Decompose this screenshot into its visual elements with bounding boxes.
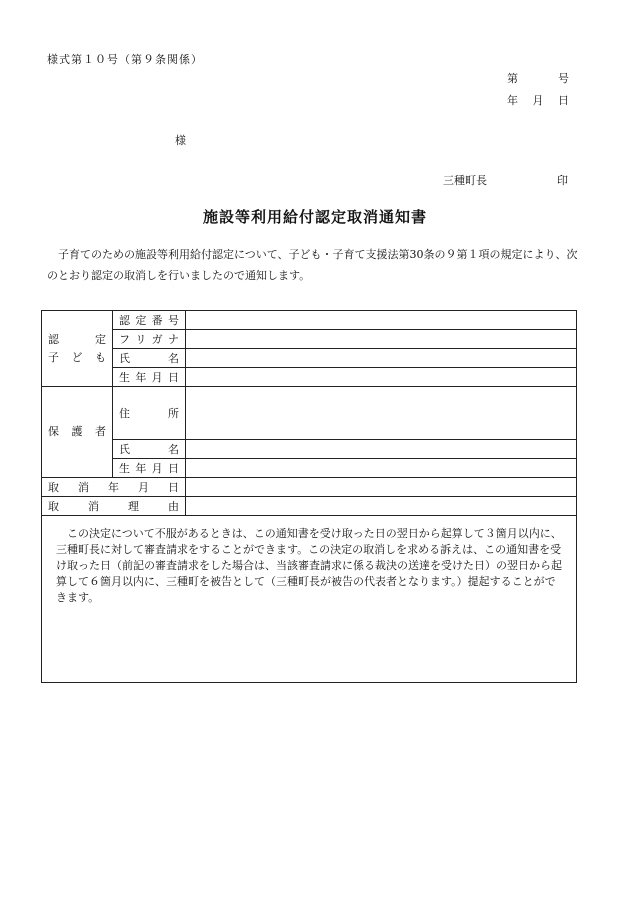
label-char: 氏 [119,443,130,456]
body-text: 子育てのための施設等利用給付認定について、子ども・子育て支援法第30条の９第１項の規定により、次のとおり認定の取消しを行いましたので通知します。 [47,248,578,282]
table-row [42,440,577,459]
label-char: 者 [95,425,106,438]
table-row [42,516,577,683]
date-day: 日 [558,94,569,107]
label-char: 年 [135,462,147,475]
child-group-line-1 [48,331,106,349]
label-char: 年 [108,481,119,494]
cancellation-date-field[interactable] [186,478,577,497]
seal-mark: 印 [557,174,568,187]
label-char: 定 [95,332,106,346]
child-group-label [42,311,113,387]
table-row [42,368,577,387]
issuer-title: 三種町長 [443,174,487,187]
table-row [42,478,577,497]
label-char: 理 [128,500,139,513]
label-char: 月 [151,462,163,475]
label-char: 定 [135,314,147,327]
child-group-line-2 [48,349,106,367]
notice-form-table [41,310,577,683]
label-char: 番 [151,314,163,327]
document-title: 施設等利用給付認定取消通知書 [202,208,427,226]
document-number [507,70,569,86]
label-char: 生 [119,371,130,384]
form-number: 様式第１０号（第９条関係） [47,53,203,66]
date-year: 年 [507,94,518,107]
label-char: 名 [168,352,179,365]
child-name-label [113,349,186,368]
guardian-name-label [113,440,186,459]
appeal-notice: この決定について不服があるときは、この通知書を受け取った日の翌日から起算して３箇月以内に、三種町長に対して審査請求をすることができます。この決定の取消しを求める訴えは、この通知書を受け取った日（前記の審査請求をした場合は、当該審査請求に係る裁決の送達を受けた日）の翌日から起算して６箇月以内に、三種町を被告として（三種町長が被告の代表者となります。）提起することができます。 [42,516,577,683]
label-char: 氏 [119,352,130,365]
table-row [42,349,577,368]
label-char: 月 [138,481,149,494]
table-row [42,311,577,330]
table-row [42,387,577,440]
guardian-group-line [48,423,106,441]
document-number-suffix: 号 [558,72,569,85]
label-char: 取 [48,481,59,494]
label-char: 子 [48,350,59,364]
label-char: 生 [119,462,130,475]
guardian-address-field[interactable] [186,387,577,440]
table-row [42,497,577,516]
label-char: も [95,350,106,364]
label-char: 日 [167,371,179,384]
child-certification-number-field[interactable] [186,311,577,330]
child-furigana-label [113,330,186,349]
cancellation-reason-label [42,497,186,516]
cancellation-reason-field[interactable] [186,497,577,516]
label-char: 取 [48,500,59,513]
child-furigana-field[interactable] [186,330,577,349]
child-birthdate-label [113,368,186,387]
label-char: ナ [167,333,179,346]
child-name-field[interactable] [186,349,577,368]
label-char: 号 [167,314,179,327]
addressee-honorific: 様 [175,134,186,147]
guardian-birthdate-field[interactable] [186,459,577,478]
label-char: 認 [48,332,59,346]
child-certification-number-label [113,311,186,330]
guardian-address-label [113,387,186,440]
document-number-prefix: 第 [507,72,518,85]
label-char: 消 [88,500,99,513]
label-char: 名 [168,443,179,456]
label-char: リ [135,333,147,346]
label-char: 年 [135,371,147,384]
label-char: 由 [168,500,179,513]
label-char: 護 [71,425,83,438]
label-char: 日 [167,462,179,475]
label-char: フ [119,333,130,346]
child-birthdate-field[interactable] [186,368,577,387]
issue-date [507,92,569,108]
label-char: 日 [168,481,179,494]
guardian-name-field[interactable] [186,440,577,459]
body-paragraph [47,244,585,286]
date-month: 月 [532,94,544,107]
table-row [42,459,577,478]
label-char: 消 [78,481,89,494]
label-char: ど [71,350,83,364]
guardian-birthdate-label [113,459,186,478]
label-char: 保 [48,425,59,438]
label-char: 認 [119,314,130,327]
label-char: 月 [151,371,163,384]
label-char: 所 [168,407,179,420]
cancellation-date-label [42,478,186,497]
table-row [42,330,577,349]
guardian-group-label [42,387,113,478]
label-char: ガ [151,333,163,346]
label-char: 住 [119,407,130,420]
